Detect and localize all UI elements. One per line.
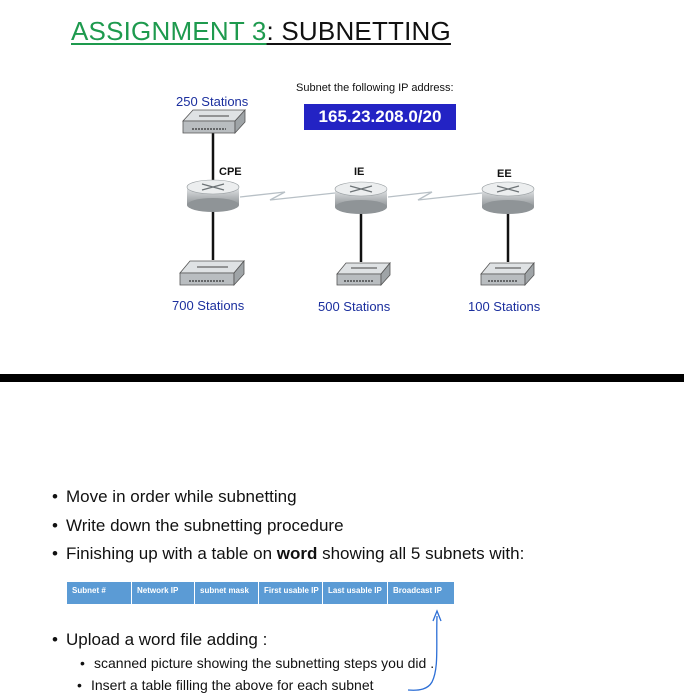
bullet-dot-icon: • — [77, 677, 82, 693]
stations-cpe-label: 700 Stations — [172, 298, 245, 313]
bullet-dot-icon: • — [80, 655, 85, 671]
stations-ee-label: 100 Stations — [468, 299, 541, 314]
upload-bullet — [52, 630, 267, 650]
bullet-text-after: showing all 5 subnets with: — [317, 544, 525, 563]
title-subnetting: : SUBNETTING — [266, 16, 451, 46]
header-last-usable-ip: Last usable IP — [323, 582, 388, 604]
ip-address-box: 165.23.208.0/20 — [304, 104, 456, 130]
bullet-dot-icon: • — [52, 516, 58, 535]
header-first-usable-ip: First usable IP — [259, 582, 323, 604]
upload-sub-item-text: scanned picture showing the subnetting steps you did . — [94, 655, 435, 671]
header-network-ip: Network IP — [132, 582, 195, 604]
stations-top-label: 250 Stations — [176, 94, 249, 109]
router-cpe-label: CPE — [219, 166, 242, 178]
upload-bullet-text: Upload a word file adding : — [66, 630, 268, 649]
bullet-dot-icon: • — [52, 487, 58, 506]
bullet-text-bold: word — [276, 544, 318, 563]
upload-sub-item — [77, 677, 374, 693]
upload-sub-item-text: Insert a table filling the above for each subnet — [91, 677, 374, 693]
bullet-text: Write down the subnetting procedure — [66, 516, 344, 535]
title-assignment: ASSIGNMENT 3 — [71, 16, 267, 46]
router-ee-label: EE — [497, 168, 512, 180]
router-ie-label: IE — [354, 166, 365, 178]
upload-sub-item — [80, 655, 434, 671]
stations-ie-label: 500 Stations — [318, 299, 391, 314]
bullet-dot-icon: • — [52, 544, 58, 563]
subnet-instruction: Subnet the following IP address: — [296, 82, 454, 94]
header-subnet-mask: subnet mask — [195, 582, 259, 604]
header-broadcast-ip: Broadcast IP — [393, 586, 442, 595]
bullet-dot-icon: • — [52, 630, 58, 649]
bullet-text-before: Finishing up with a table on — [66, 544, 277, 563]
bullet-text: Move in order while subnetting — [66, 487, 297, 506]
header-subnet-number: Subnet # — [67, 582, 132, 604]
